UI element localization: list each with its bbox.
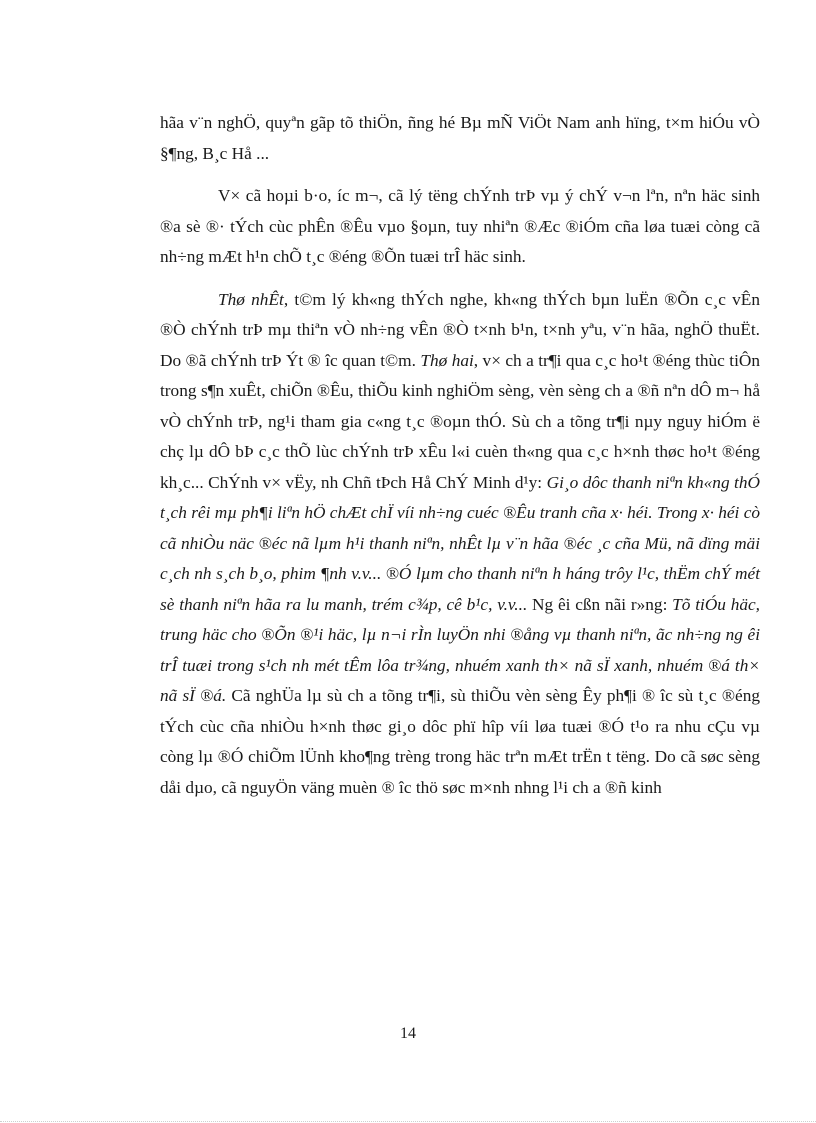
body-text — [160, 108, 760, 815]
paragraph-1-text: hãa v¨n nghÖ, quyªn gãp tõ thiÖn, ñng hé Bµ mÑ ViÖt Nam anh hïng, t×m hiÓu vÒ §¶ng, B¸c Hå ... — [160, 113, 760, 163]
quote-ho-chi-minh-1: Gi¸o dôc thanh niªn kh«ng thÓ t¸ch rêi mµ ph¶i liªn hÖ chÆt chÏ víi nh÷ng cuéc ®Êu tranh cña x· héi. Trong x· héi cò cã nhiÒu näc ®éc nã lµm h¹i thanh niªn, nhÊt lµ v¨n hãa ®éc ¸c cña Mü, nã dïng mäi c¸ch nh s¸ch b¸o, phim ¶nh v.v... ®Ó lµm cho thanh niªn h háng trôy l¹c, thËm chÝ mét sè thanh niªn hãa ra lu manh, trém c¾p, cê b¹c, v.v... — [160, 472, 760, 614]
paragraph-3-text-c: Ng êi cßn nãi r»ng: — [527, 594, 673, 614]
paragraph-2 — [160, 181, 760, 273]
first-point-label: Thø nhÊt — [218, 289, 284, 309]
paragraph-3 — [160, 285, 760, 804]
page-number: 14 — [400, 1025, 416, 1042]
paragraph-3-text-b: , v× ch a tr¶i qua c¸c ho¹t ®éng thùc tiÔn trong s¶n xuÊt, chiÕn ®Êu, thiÕu kinh nghiÖm sèng, vèn sèng ch a ®ñ nªn dÔ m¬ hå vÒ chÝnh trÞ, ng¹i tham gia c«ng t¸c ®oµn thÓ. Sù ch a tõng tr¶i nµy nguy hiÓm ë chç lµ dÔ bÞ c¸c thÕ lùc chÝnh trÞ xÊu l«i cuèn th«ng qua c¸c h×nh thøc ho¹t ®éng kh¸c... ChÝnh v× vËy, nh Chñ tÞch Hå ChÝ Minh d¹y: — [160, 350, 760, 492]
paragraph-2-text: V× cã hoµi b·o, íc m¬, cã lý tëng chÝnh trÞ vµ ý chÝ v¬n lªn, nªn häc sinh ®a sè ®· tÝch cùc phÊn ®Êu vµo §oµn, tuy nhiªn ®Æc ®iÓm cña løa tuæi còng cã nh÷ng mÆt h¹n chÕ t¸c ®éng ®Õn tuæi trÎ häc sinh. — [160, 186, 760, 266]
page-edge-divider — [0, 1121, 816, 1122]
second-point-label: Thø hai — [420, 350, 474, 370]
paragraph-3-text-a: , t©m lý kh«ng thÝch nghe, kh«ng thÝch bµn luËn ®Õn c¸c vÊn ®Ò chÝnh trÞ mµ thiªn vÒ nh÷ng vÊn ®Ò t×nh b¹n, t×nh yªu, v¨n hãa, nghÖ thuËt. Do ®ã chÝnh trÞ Ýt ® îc quan t©m. — [160, 289, 761, 370]
paragraph-1 — [160, 108, 760, 169]
paragraph-3-text-d: Cã nghÜa lµ sù ch a tõng tr¶i, sù thiÕu vèn sèng Êy ph¶i ® îc sù t¸c ®éng tÝch cùc cña nhiÒu h×nh thøc gi¸o dôc phï hîp víi løa tuæi ®Ó t¹o ra nhu cÇu vµ còng lµ ®Ó chiÕm lÜnh kho¶ng trèng trong häc trªn mÆt trËn t tëng. Do cã søc sèng dåi dµo, cã nguyÖn väng muèn ® îc thö søc m×nh nhng l¹i ch a ®ñ kinh — [160, 686, 760, 797]
quote-ho-chi-minh-2: Tõ tiÓu häc, trung häc cho ®Õn ®¹i häc, lµ n¬i rÌn luyÖn nhi ®ång vµ thanh niªn, ãc nh÷ng ng êi trÎ tuæi trong s¹ch nh mét tÊm lôa tr¾ng, nhuém xanh th× nã sÏ xanh, nhuém ®á th× nã sÏ ®á. — [160, 594, 761, 705]
